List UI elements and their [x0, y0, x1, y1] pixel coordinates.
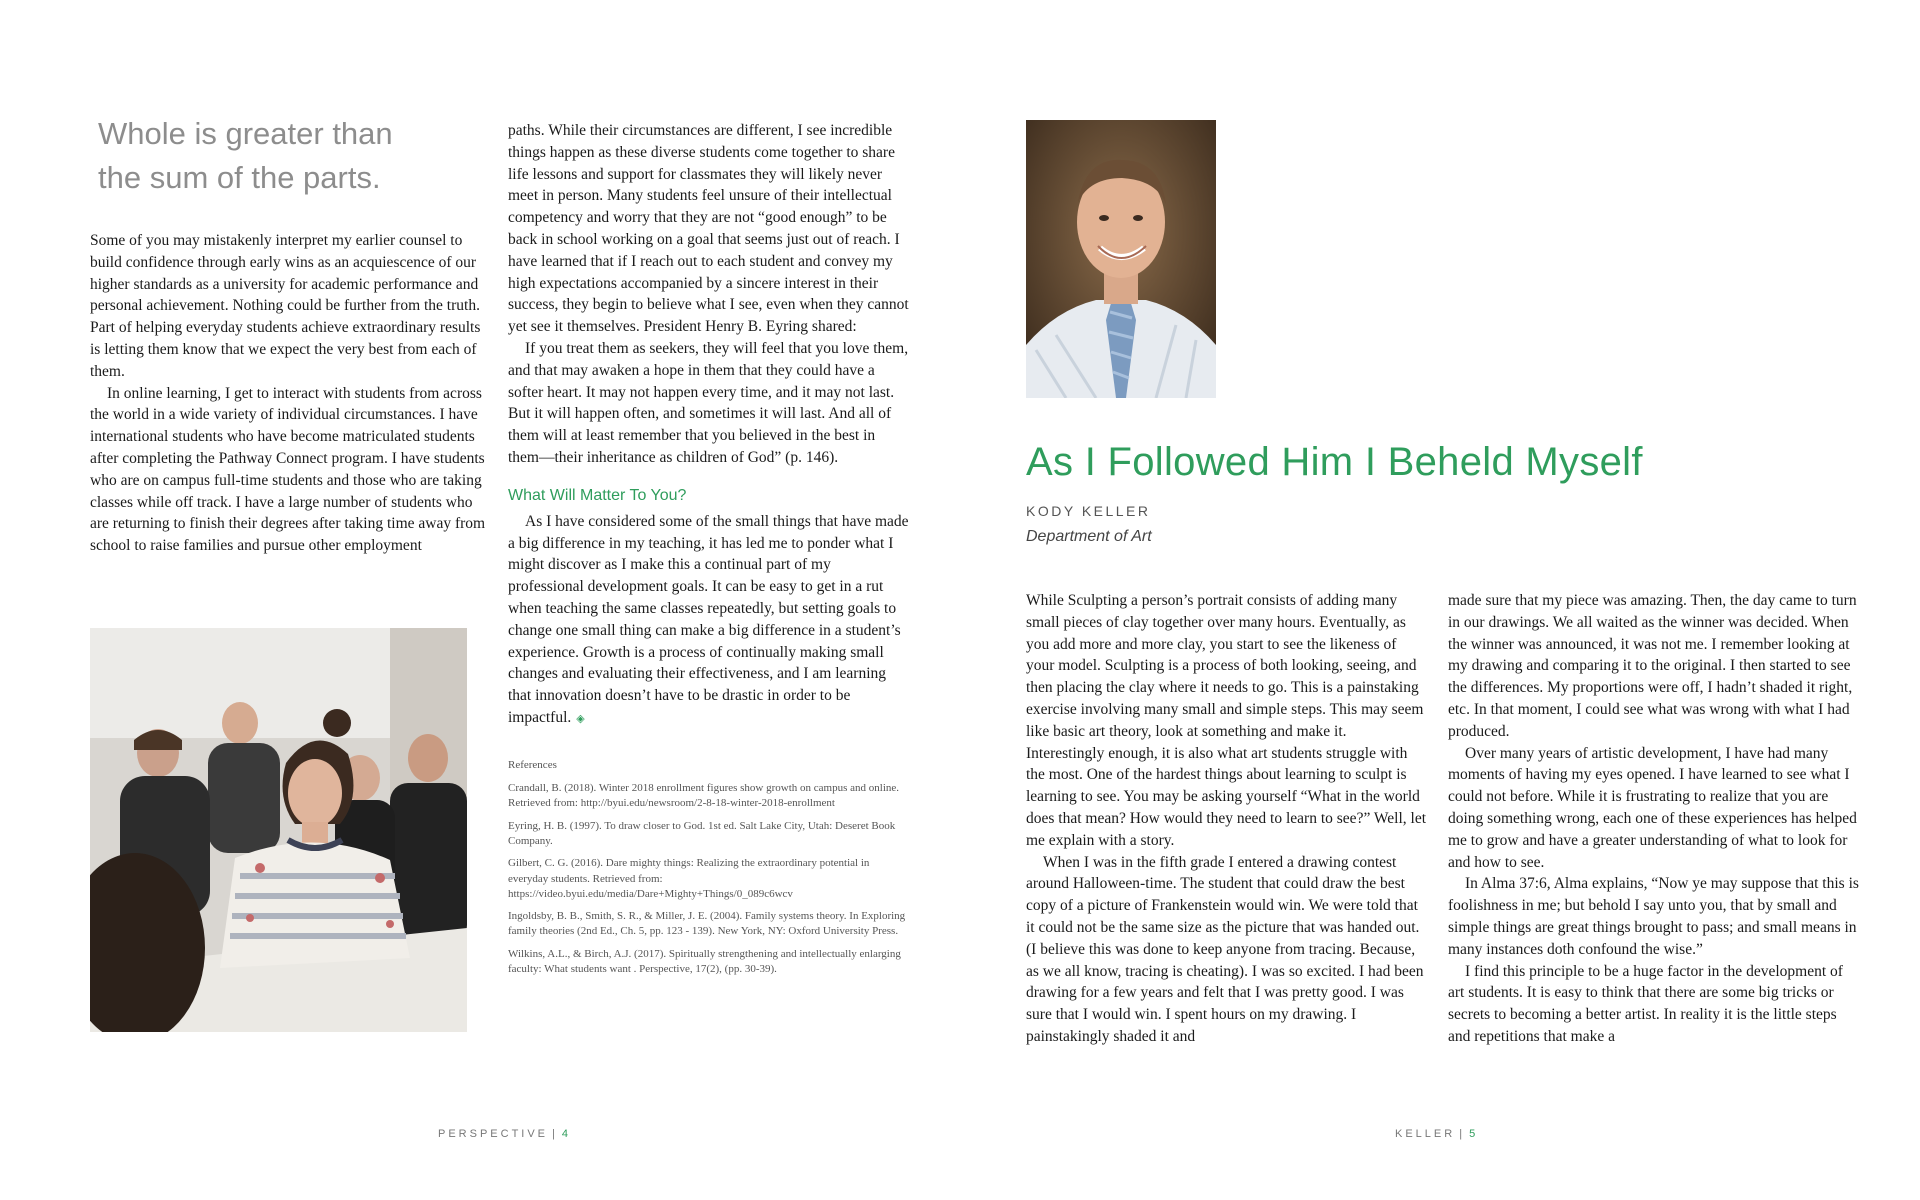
classroom-photo: [90, 628, 467, 1032]
paragraph: paths. While their circumstances are different, I see incredible things happen as these diverse students come together to share life lessons and support for classmates they will likely never meet in person. Many students feel unsure of their intellectual competency and worry that they are not “good enough” to be back in school working on a goal that seems just out of reach. I have learned that if I reach out to each student and convey my high expectations accompanied by a sincere interest in their success, they begin to believe what I see, even when they cannot yet see it themselves. President Henry B. Eyring shared:: [508, 122, 909, 336]
paragraph: In online learning, I get to interact with students from across the world in a wide variety of individual circumstances. I have international students who have become matriculated students after completing the Pathway Connect program. I have students who are on campus full-time students and those who are taking classes while off track. I have a large number of students who are returning to finish their degrees after taking time away from school to raise families and pursue other employment: [90, 384, 486, 555]
reference-item: Crandall, B. (2018). Winter 2018 enrollment figures show growth on campus and online. Retrieved from: http://byui.edu/newsroom/2-8-18-winter-2018-enrollment: [508, 782, 900, 810]
reference-item: Gilbert, C. G. (2016). Dare mighty things: Realizing the extraordinary potential in everyday students. Retrieved from: https://video.byui.edu/media/Dare+Mighty+Things/0_089c6wcv: [508, 857, 870, 900]
paragraph: [508, 511, 910, 730]
references-title: References: [508, 758, 557, 771]
article-title: As I Followed Him I Beheld Myself: [1026, 440, 1643, 484]
paragraph: I find this principle to be a huge factor in the development of art students. It is easy to think that there are some big tricks or secrets to becoming a better artist. In reality it is the little steps and repetitions that make a: [1448, 962, 1843, 1045]
folio-label: KELLER: [1395, 1128, 1456, 1140]
references: [508, 758, 910, 978]
section-subhead: What Will Matter To You?: [508, 486, 687, 504]
paragraph: Over many years of artistic development, I have had many moments of having my eyes opened. I have learned to see what I could not before. While it is frustrating to realize that you are doing something wrong, each one of these experiences has helped me to grow and have a greater understanding of what to look for and how to see.: [1448, 744, 1857, 871]
pull-quote: Whole is greater than the sum of the parts.: [98, 116, 393, 195]
author-name: KODY KELLER: [1026, 503, 1151, 519]
reference-item: Eyring, H. B. (1997). To draw closer to God. 1st ed. Salt Lake City, Utah: Deseret Book Company.: [508, 819, 896, 847]
end-mark-icon: ◈: [576, 711, 585, 725]
paragraph: Some of you may mistakenly interpret my earlier counsel to build confidence through early wins as an acquiescence of our higher standards as a university for academic performance and personal achievement. Nothing could be further from the truth. Part of helping everyday students achieve extraordinary results is letting them know that we expect the very best from each of them.: [90, 232, 481, 380]
paragraph: While Sculpting a person’s portrait consists of adding many small pieces of clay together over many hours. Eventually, as you add more and more clay, you start to see the likeness of your model. Sculpting is a process of both looking, seeing, and then placing the clay where it needs to go. This is a painstaking exercise involving many small and simple steps. This may seem like basic art theory, look at something and make it. Interestingly enough, it is also what art students struggle with the most. One of the hardest things about learning to sculpt is learning to see. You may be asking yourself “What in the world does that mean? How would they need to learn to see?” Well, let me explain with a story.: [1026, 592, 1427, 849]
page-number: 5: [1469, 1128, 1479, 1140]
page-number: 4: [561, 1128, 572, 1140]
page-folio: [438, 1128, 571, 1140]
left-column-2: [508, 120, 910, 984]
folio-separator: |: [552, 1128, 558, 1140]
right-page: [960, 0, 1920, 1200]
right-column-2: [1448, 590, 1860, 1048]
folio-separator: |: [1459, 1128, 1466, 1140]
right-column-1: [1026, 590, 1428, 1048]
paragraph: made sure that my piece was amazing. Then, the day came to turn in our drawings. We all waited as the winner was decided. When the winner was announced, it was not me. I remember looking at my drawing and comparing it to the original. I then started to see the differences. My proportions were off, I hadn’t shaded it right, etc. In that moment, I could see what was wrong with what I had produced.: [1448, 592, 1857, 740]
block-quote: If you treat them as seekers, they will feel that you love them, and that may awaken a hope in them that they could have a softer heart. It may not happen every time, and it may not last. But it will happen often, and sometimes it will last. And all of them will at least remember that you believed in the best in them—their inheritance as children of God” (p. 146).: [508, 339, 909, 466]
paragraph-text: As I have considered some of the small things that have made a big difference in my teaching, it has led me to ponder what I might discover as I make this a continual part of my professional development goals. It can be easy to get in a rut when teaching the same classes repeatedly, but setting goals to change one small thing can make a big difference in a student’s experience. Growth is a process of continually making small changes and evaluating their effectiveness, and I am learning that innovation doesn’t have to be drastic in order to be impactful.: [508, 512, 909, 726]
paragraph: In Alma 37:6, Alma explains, “Now ye may suppose that this is foolishness in me; but behold I say unto you, that by small and simple things are great things brought to pass; and small means in many instances doth confound the wise.”: [1448, 875, 1859, 958]
reference-item: Ingoldsby, B. B., Smith, S. R., & Miller, J. E. (2004). Family systems theory. In Exploring family theories (2nd Ed., Ch. 5, pp. 123 - 139). New York, NY: Oxford University Press.: [508, 910, 906, 938]
author-portrait: [1026, 120, 1216, 398]
author-department: Department of Art: [1026, 528, 1152, 545]
folio-label: PERSPECTIVE: [438, 1128, 549, 1140]
page-folio: [1395, 1128, 1478, 1140]
left-column-1: [90, 230, 488, 557]
reference-item: Wilkins, A.L., & Birch, A.J. (2017). Spiritually strengthening and intellectually enlarging faculty: What students want . Perspective, 17(2), (pp. 30-39).: [508, 947, 901, 975]
paragraph: When I was in the fifth grade I entered a drawing contest around Halloween-time. The student that could draw the best copy of a picture of Frankenstein would win. We were told that it could not be the same size as the picture that was handed out. (I believe this was done to keep anyone from tracing. Because, as we all know, tracing is cheating). I was so excited. I had been drawing for a few years and felt that I was pretty good. I was sure that I would win. I spent hours on my drawing. I painstakingly shaded it and: [1026, 853, 1424, 1045]
